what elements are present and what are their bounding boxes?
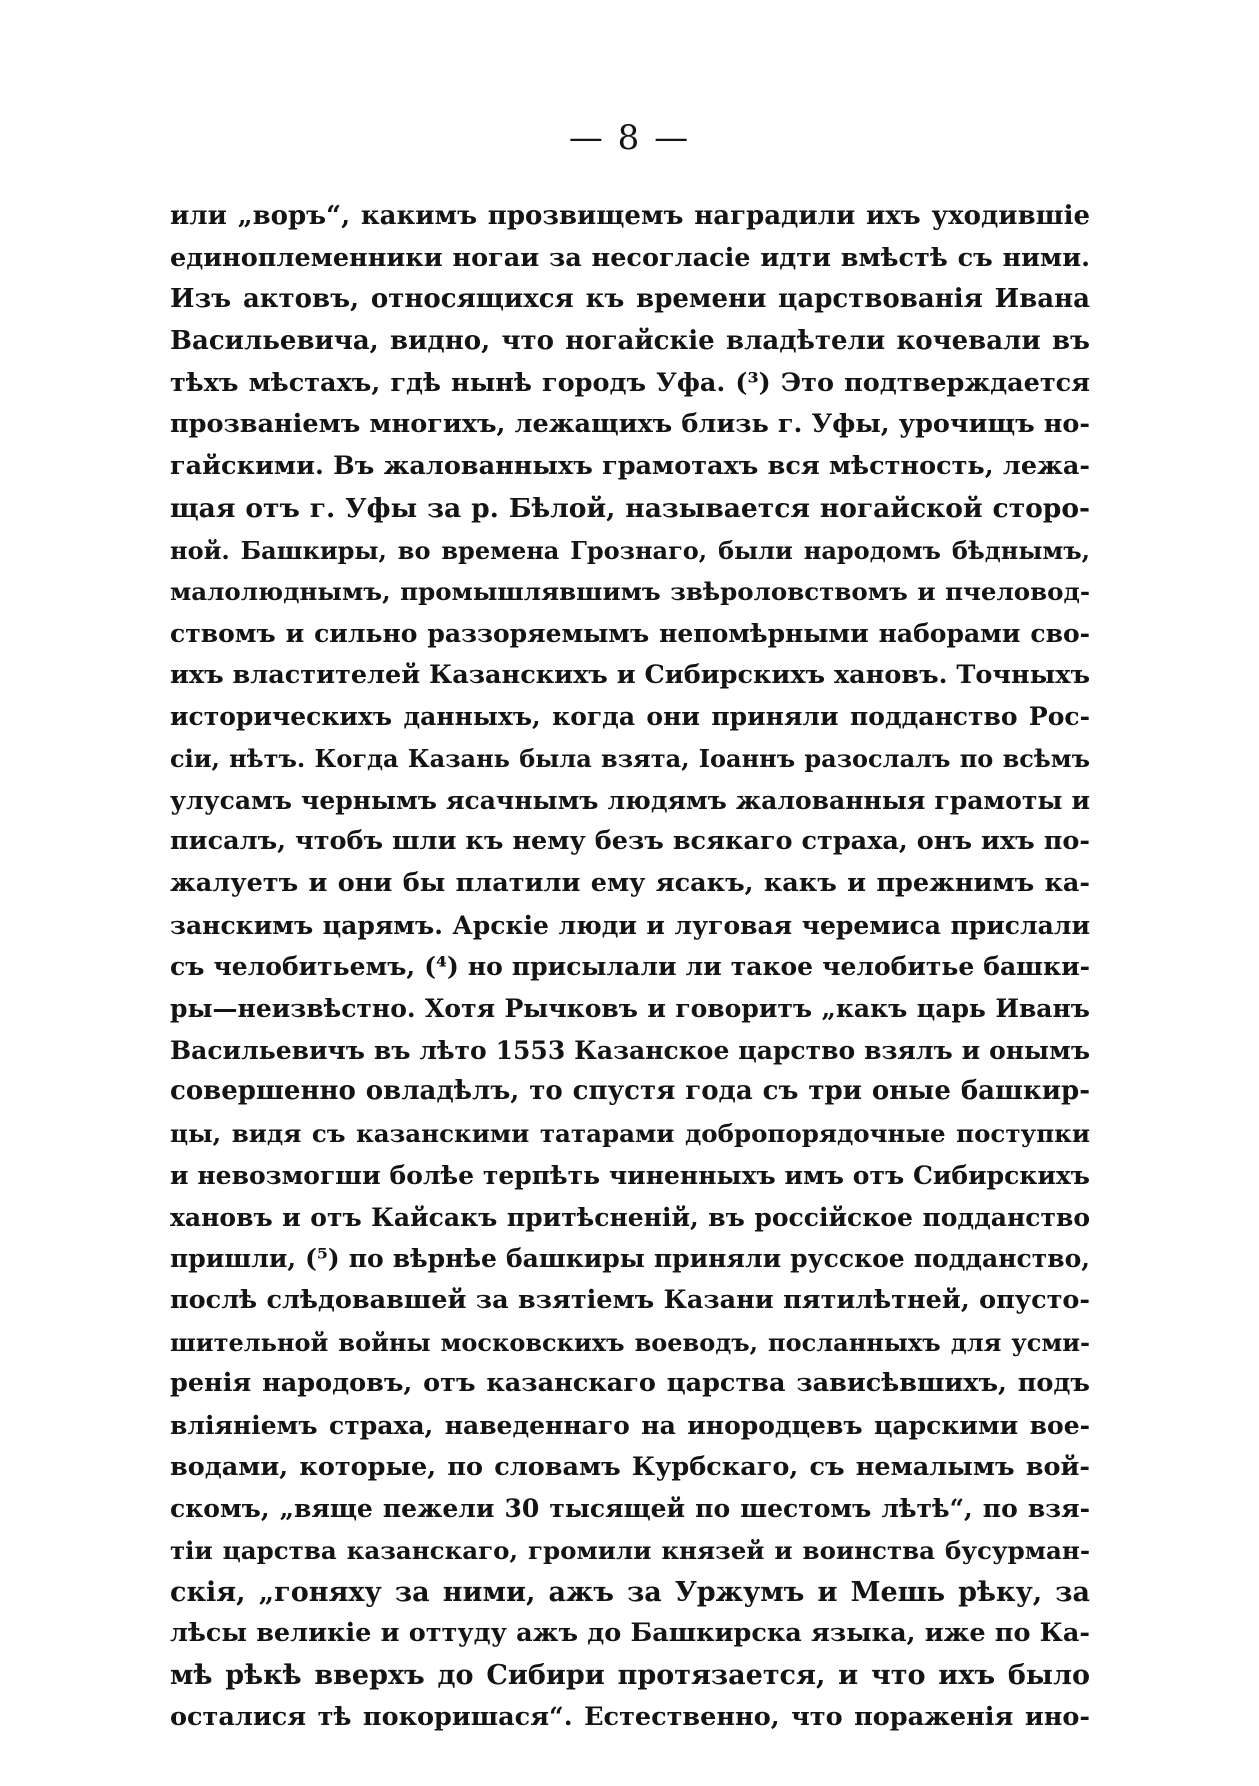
text-line: вліяніемъ страха, наведеннаго на инородцевъ царскими вое- bbox=[170, 1410, 1090, 1440]
text-line: совершенно овладѣлъ, то спустя года съ три оные башкир- bbox=[170, 1076, 1090, 1107]
text-line: Васильевича, видно, что ногайскіе владѣтели кочевали въ bbox=[170, 326, 1090, 357]
text-line: цы, видя съ казанскими татарами добропорядочные поступки bbox=[170, 1119, 1090, 1149]
text-line: пришли, (⁵) по вѣрнѣе башкиры приняли русское подданство, bbox=[170, 1244, 1090, 1274]
text-line: занскимъ царямъ. Арскіе люди и луговая черемиса прислали bbox=[170, 910, 1090, 940]
text-line: мѣ рѣкѣ вверхъ до Сибири протязается, и что ихъ было bbox=[170, 1660, 1090, 1692]
text-line: или „воръ“, какимъ прозвищемъ наградили ихъ уходившіе bbox=[170, 201, 1090, 231]
text-line: ихъ властителей Казанскихъ и Сибирскихъ хановъ. Точныхъ bbox=[170, 659, 1091, 690]
text-line: ренія народовъ, отъ казанскаго царства зависѣвшихъ, подъ bbox=[170, 1368, 1090, 1399]
text-line: осталися тѣ покоришася“. Естественно, что пораженія ино- bbox=[170, 1701, 1090, 1732]
text-line: Изъ актовъ, относящихся къ времени царствованія Ивана bbox=[170, 284, 1090, 315]
text-line: писалъ, чтобъ шли къ нему безъ всякаго страха, онъ ихъ по- bbox=[170, 826, 1090, 857]
text-line: улусамъ чернымъ ясачнымъ людямъ жалованныя грамоты и bbox=[170, 785, 1090, 815]
text-line: и невозмогши болѣе терпѣть чиненныхъ имъ отъ Сибирскихъ bbox=[170, 1160, 1090, 1190]
text-line: ной. Башкиры, во времена Грознаго, были народомъ бѣднымъ, bbox=[170, 535, 1090, 565]
text-line: тѣхъ мѣстахъ, гдѣ нынѣ городъ Уфа. (³) Это подтверждается bbox=[170, 367, 1090, 398]
text-line: скомъ, „вяще пежели 30 тысящей по шестомъ лѣтѣ“, по взя- bbox=[170, 1494, 1090, 1524]
text-line: малолюднымъ, промышлявшимъ звѣроловствомъ и пчеловод- bbox=[170, 577, 1090, 607]
text-line: тіи царства казанскаго, громили князей и воинства бусурман- bbox=[170, 1536, 1090, 1565]
text-line: сіи, нѣтъ. Когда Казань была взята, Іоаннъ разослалъ по всѣмъ bbox=[170, 743, 1090, 773]
text-line: ры—неизвѣстно. Хотя Рычковъ и говоритъ „какъ царь Иванъ bbox=[170, 994, 1090, 1024]
text-line: гайскими. Въ жалованныхъ грамотахъ вся мѣстность, лежа- bbox=[170, 451, 1090, 482]
text-line: послѣ слѣдовавшей за взятіемъ Казани пятилѣтней, опусто- bbox=[170, 1284, 1090, 1315]
text-line: ствомъ и сильно раззоряемымъ непомѣрными наборами сво- bbox=[170, 618, 1090, 648]
text-line: съ челобитьемъ, (⁴) но присылали ли такое челобитье башки- bbox=[170, 952, 1090, 982]
text-line: шительной войны московскихъ воеводъ, посланныхъ для усми- bbox=[170, 1327, 1090, 1357]
text-line: историческихъ данныхъ, когда они приняли подданство Рос- bbox=[170, 702, 1090, 732]
text-line: прозваніемъ многихъ, лежащихъ близь г. Уфы, урочищъ но- bbox=[170, 409, 1090, 440]
page-number: — 8 — bbox=[568, 118, 691, 158]
text-line: щая отъ г. Уфы за р. Бѣлой, называется ногайской сторо- bbox=[170, 492, 1090, 524]
text-line: водами, которые, по словамъ Курбскаго, съ немалымъ вой- bbox=[170, 1451, 1090, 1482]
text-line: лѣсы великіе и оттуду ажъ до Башкирска языка, иже по Ка- bbox=[170, 1618, 1090, 1649]
text-line: жалуетъ и они бы платили ему ясакъ, какъ и прежнимъ ка- bbox=[170, 868, 1090, 898]
body-text bbox=[170, 196, 1090, 1738]
text-line: хановъ и отъ Кайсакъ притѣсненій, въ россійское подданство bbox=[170, 1202, 1090, 1232]
text-line: Васильевичъ въ лѣто 1553 Казанское царство взялъ и онымъ bbox=[170, 1035, 1090, 1065]
text-line: скія, „гоняху за ними, ажъ за Уржумъ и Мешь рѣку, за bbox=[170, 1576, 1090, 1608]
text-line: единоплеменники ногаи за несогласіе идти вмѣстѣ съ ними. bbox=[170, 242, 1090, 273]
